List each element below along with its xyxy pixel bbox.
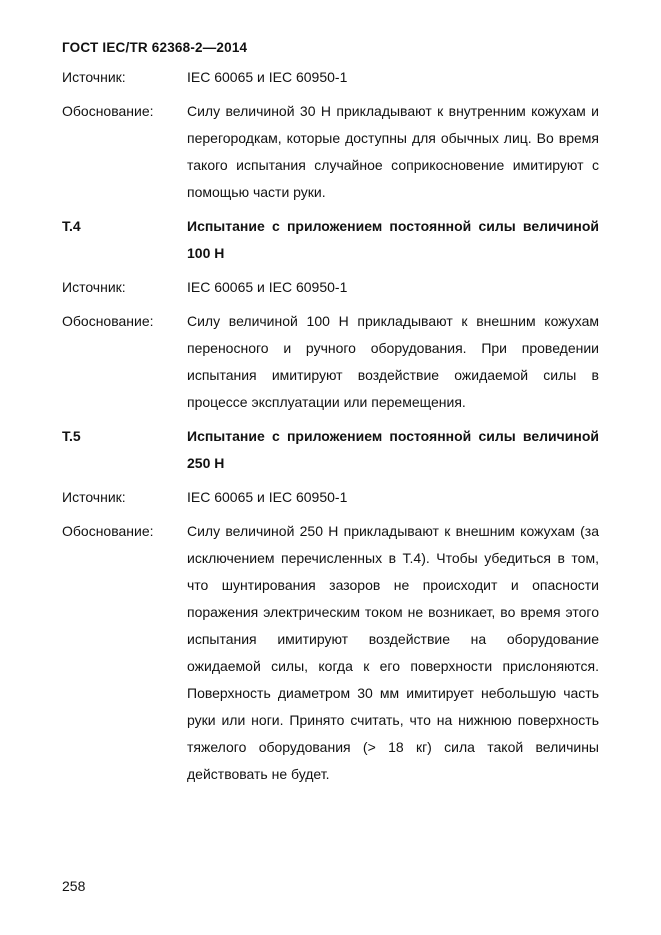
rationale-label: Обоснование: bbox=[62, 523, 154, 539]
rationale-row-3 bbox=[62, 518, 599, 788]
section-title: Испытание с приложением постоянной силы величиной 250 Н bbox=[187, 428, 599, 471]
rationale-row-1 bbox=[62, 98, 599, 206]
rationale-label: Обоснование: bbox=[62, 103, 154, 119]
section-number: Т.5 bbox=[62, 428, 81, 444]
source-row-3 bbox=[62, 484, 599, 511]
rationale-row-2 bbox=[62, 308, 599, 416]
page-number: 258 bbox=[62, 878, 86, 894]
source-label: Источник: bbox=[62, 69, 126, 85]
source-label: Источник: bbox=[62, 279, 126, 295]
source-row-2 bbox=[62, 274, 599, 301]
rationale-text: Силу величиной 100 Н прикладывают к внешним кожухам переносного и ручного оборудования. При проведении испытания имитируют воздействие ожидаемой силы в процессе эксплуатации или перемещения. bbox=[187, 313, 599, 410]
section-title: Испытание с приложением постоянной силы величиной 100 Н bbox=[187, 218, 599, 261]
rationale-text: Силу величиной 30 Н прикладывают к внутренним кожухам и перегородкам, которые доступны для обычных лиц. Во время такого испытания случайное соприкосновение имитируют с помощью части руки. bbox=[187, 103, 599, 200]
source-text: IEC 60065 и IEC 60950-1 bbox=[187, 279, 348, 295]
document-header: ГОСТ IEC/TR 62368-2—2014 bbox=[62, 40, 248, 55]
document-body bbox=[62, 64, 599, 788]
source-text: IEC 60065 и IEC 60950-1 bbox=[187, 69, 348, 85]
rationale-label: Обоснование: bbox=[62, 313, 154, 329]
section-number: Т.4 bbox=[62, 218, 81, 234]
source-label: Источник: bbox=[62, 489, 126, 505]
section-t5-heading bbox=[62, 423, 599, 477]
source-text: IEC 60065 и IEC 60950-1 bbox=[187, 489, 348, 505]
section-t4-heading bbox=[62, 213, 599, 267]
rationale-text: Силу величиной 250 Н прикладывают к внешним кожухам (за исключением перечисленных в Т.4). Чтобы убедиться в том, что шунтирования зазоров не происходит и опасности поражения электрическим током не возникает, во время этого испытания имитируют воздействие на оборудование ожидаемой силы, когда к его поверхности прислоняются. Поверхность диаметром 30 мм имитирует небольшую часть руки или ноги. Принято считать, что на нижнюю поверхность тяжелого оборудования (> 18 кг) сила такой величины действовать не будет. bbox=[187, 523, 599, 782]
source-row-1 bbox=[62, 64, 599, 91]
